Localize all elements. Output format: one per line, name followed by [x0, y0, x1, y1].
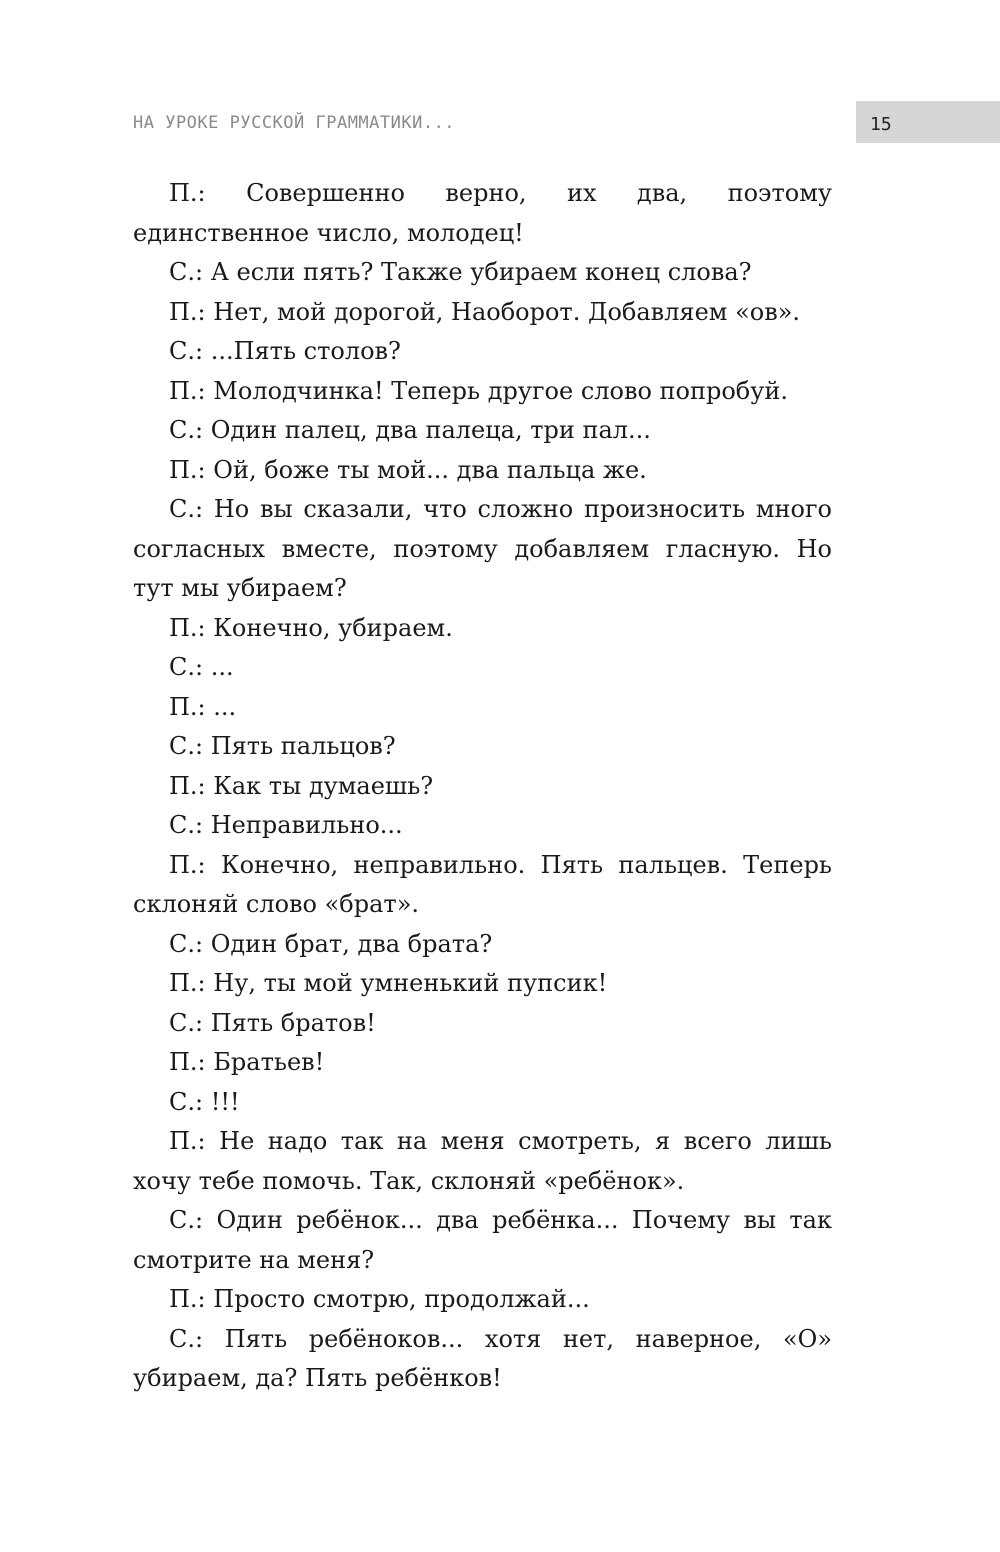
dialogue-line [133, 806, 832, 846]
speaker-tag: П.: [169, 297, 206, 326]
dialogue-line [133, 451, 832, 491]
line-text: ...Пять столов? [210, 337, 401, 365]
line-text: Один палец, два палеца, три пал... [210, 416, 651, 444]
speaker-tag: С.: [169, 416, 204, 444]
dialogue-line [133, 609, 832, 649]
line-text: Нет, мой дорогой, Наоборот. Добавляем «ов». [213, 297, 801, 326]
dialogue-line [133, 253, 832, 293]
line-text: Ну, ты мой умненький пупсик! [213, 969, 608, 997]
speaker-tag: С.: [169, 1324, 204, 1353]
line-text: Конечно, неправильно. Пять пальцев. Теперь склоняй слово «брат». [133, 850, 832, 918]
speaker-tag: С.: [169, 653, 204, 681]
dialogue-line [133, 174, 832, 253]
speaker-tag: С.: [169, 1008, 204, 1037]
dialogue-line [133, 293, 832, 333]
dialogue-line [133, 1320, 832, 1399]
line-text: Не надо так на меня смотреть, я всего лишь хочу тебе помочь. Так, склоняй «ребёнок». [133, 1127, 832, 1195]
line-text: Конечно, убираем. [213, 613, 453, 642]
line-text: ... [213, 692, 237, 721]
dialogue-line [133, 846, 832, 925]
line-text: ... [210, 653, 234, 681]
line-text: Пять ребёноков... хотя нет, наверное, «О» убираем, да? Пять ребёнков! [133, 1324, 832, 1392]
dialogue-line [133, 925, 832, 965]
speaker-tag: П.: [169, 692, 206, 721]
line-text: Пять пальцов? [210, 732, 396, 760]
speaker-tag: С.: [169, 732, 204, 760]
page-number: 15 [870, 114, 892, 135]
speaker-tag: П.: [169, 1127, 206, 1155]
speaker-tag: П.: [169, 455, 206, 484]
speaker-tag: П.: [169, 613, 206, 642]
line-text: Ой, боже ты мой... два пальца же. [213, 455, 647, 484]
line-text: Один брат, два брата? [210, 929, 493, 958]
dialogue-line [133, 1043, 832, 1083]
line-text: Братьев! [213, 1048, 325, 1076]
speaker-tag: П.: [169, 850, 206, 879]
speaker-tag: С.: [169, 811, 204, 839]
running-header: НА УРОКЕ РУССКОЙ ГРАММАТИКИ... [133, 113, 456, 133]
dialogue-line [133, 648, 832, 688]
dialogue-line [133, 1280, 832, 1320]
line-text: Неправильно... [210, 811, 403, 839]
dialogue-line [133, 1201, 832, 1280]
line-text: Пять братов! [210, 1008, 376, 1037]
dialogue-line [133, 767, 832, 807]
speaker-tag: П.: [169, 771, 206, 800]
speaker-tag: С.: [169, 1206, 204, 1234]
speaker-tag: П.: [169, 179, 206, 207]
speaker-tag: С.: [169, 258, 204, 286]
speaker-tag: С.: [169, 495, 204, 523]
speaker-tag: П.: [169, 1048, 206, 1076]
line-text: А если пять? Также убираем конец слова? [210, 258, 752, 286]
speaker-tag: С.: [169, 1087, 204, 1116]
line-text: Один ребёнок... два ребёнка... Почему вы так смотрите на меня? [133, 1206, 832, 1274]
line-text: Но вы сказали, что сложно произносить много согласных вместе, поэтому добавляем гласную. Но тут мы убираем? [133, 495, 832, 602]
dialogue-line [133, 490, 832, 609]
page-number-tab [856, 101, 1000, 143]
dialogue-line [133, 411, 832, 451]
dialogue-line [133, 688, 832, 728]
speaker-tag: С.: [169, 929, 204, 958]
line-text: Просто смотрю, продолжай... [213, 1285, 590, 1313]
dialogue-line [133, 1083, 832, 1123]
speaker-tag: С.: [169, 337, 204, 365]
speaker-tag: П.: [169, 969, 206, 997]
speaker-tag: П.: [169, 376, 206, 405]
line-text: !!! [210, 1087, 240, 1116]
dialogue-line [133, 332, 832, 372]
dialogue-line [133, 1004, 832, 1044]
dialogue-line [133, 1122, 832, 1201]
page-body [133, 174, 832, 1399]
dialogue-line [133, 964, 832, 1004]
line-text: Как ты думаешь? [213, 771, 434, 800]
dialogue-line [133, 372, 832, 412]
speaker-tag: П.: [169, 1285, 206, 1313]
dialogue-line [133, 727, 832, 767]
line-text: Совершенно верно, их два, поэтому единственное число, молодец! [133, 179, 832, 247]
line-text: Молодчинка! Теперь другое слово попробуй. [213, 376, 788, 405]
